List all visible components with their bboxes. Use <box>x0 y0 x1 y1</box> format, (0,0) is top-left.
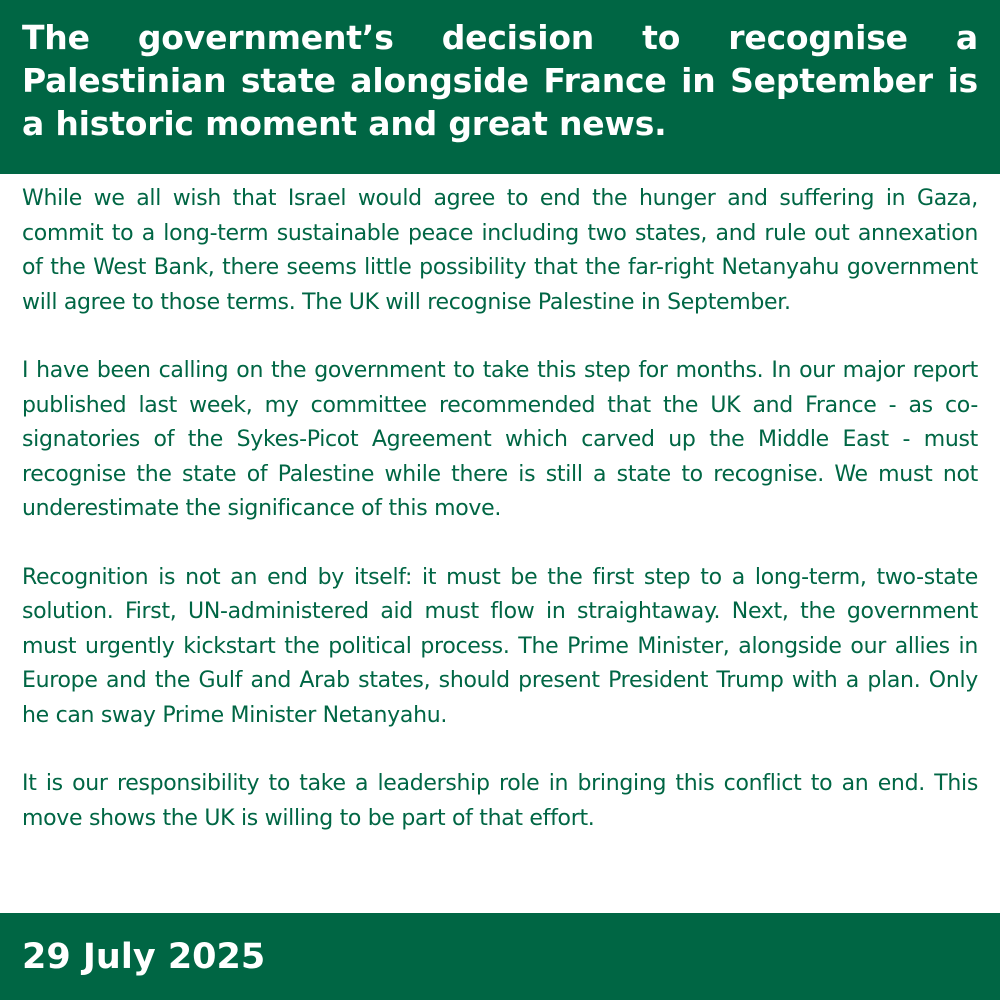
paragraph-4: It is our responsibility to take a leadership role in bringing this conflict to an end. This move shows the UK is willing to be part of that effort. <box>22 771 978 831</box>
paragraph-1: While we all wish that Israel would agree to end the hunger and suffering in Gaza, commit to a long-term sustainable peace including two states, and rule out annexation of the West Bank, there seems little possibility that the far-right Netanyahu government will agree to those terms. The UK will recognise Palestine in September. <box>22 186 978 315</box>
date-label: 29 July 2025 <box>22 936 266 977</box>
paragraph-3: Recognition is not an end by itself: it must be the first step to a long-term, two-state solution. First, UN-administered aid must flow in straightaway. Next, the government must urgently kickstart the political process. The Prime Minister, alongside our allies in Europe and the Gulf and Arab states, should present President Trump with a plan. Only he can sway Prime Minister Netanyahu. <box>22 564 978 728</box>
paragraph-2: I have been calling on the government to take this step for months. In our major report published last week, my committee recommended that the UK and France - as co-signatories of the Sykes-Picot Agreement which carved up the Middle East - must recognise the state of Palestine while there is still a state to recognise. We must not underestimate the significance of this move. <box>22 358 978 521</box>
header-banner <box>0 0 1000 174</box>
statement-body <box>0 182 1000 870</box>
footer-banner <box>0 913 1000 1000</box>
headline: The government’s decision to recognise a Palestinian state alongside France in September is a historic moment and great news. <box>22 18 978 143</box>
